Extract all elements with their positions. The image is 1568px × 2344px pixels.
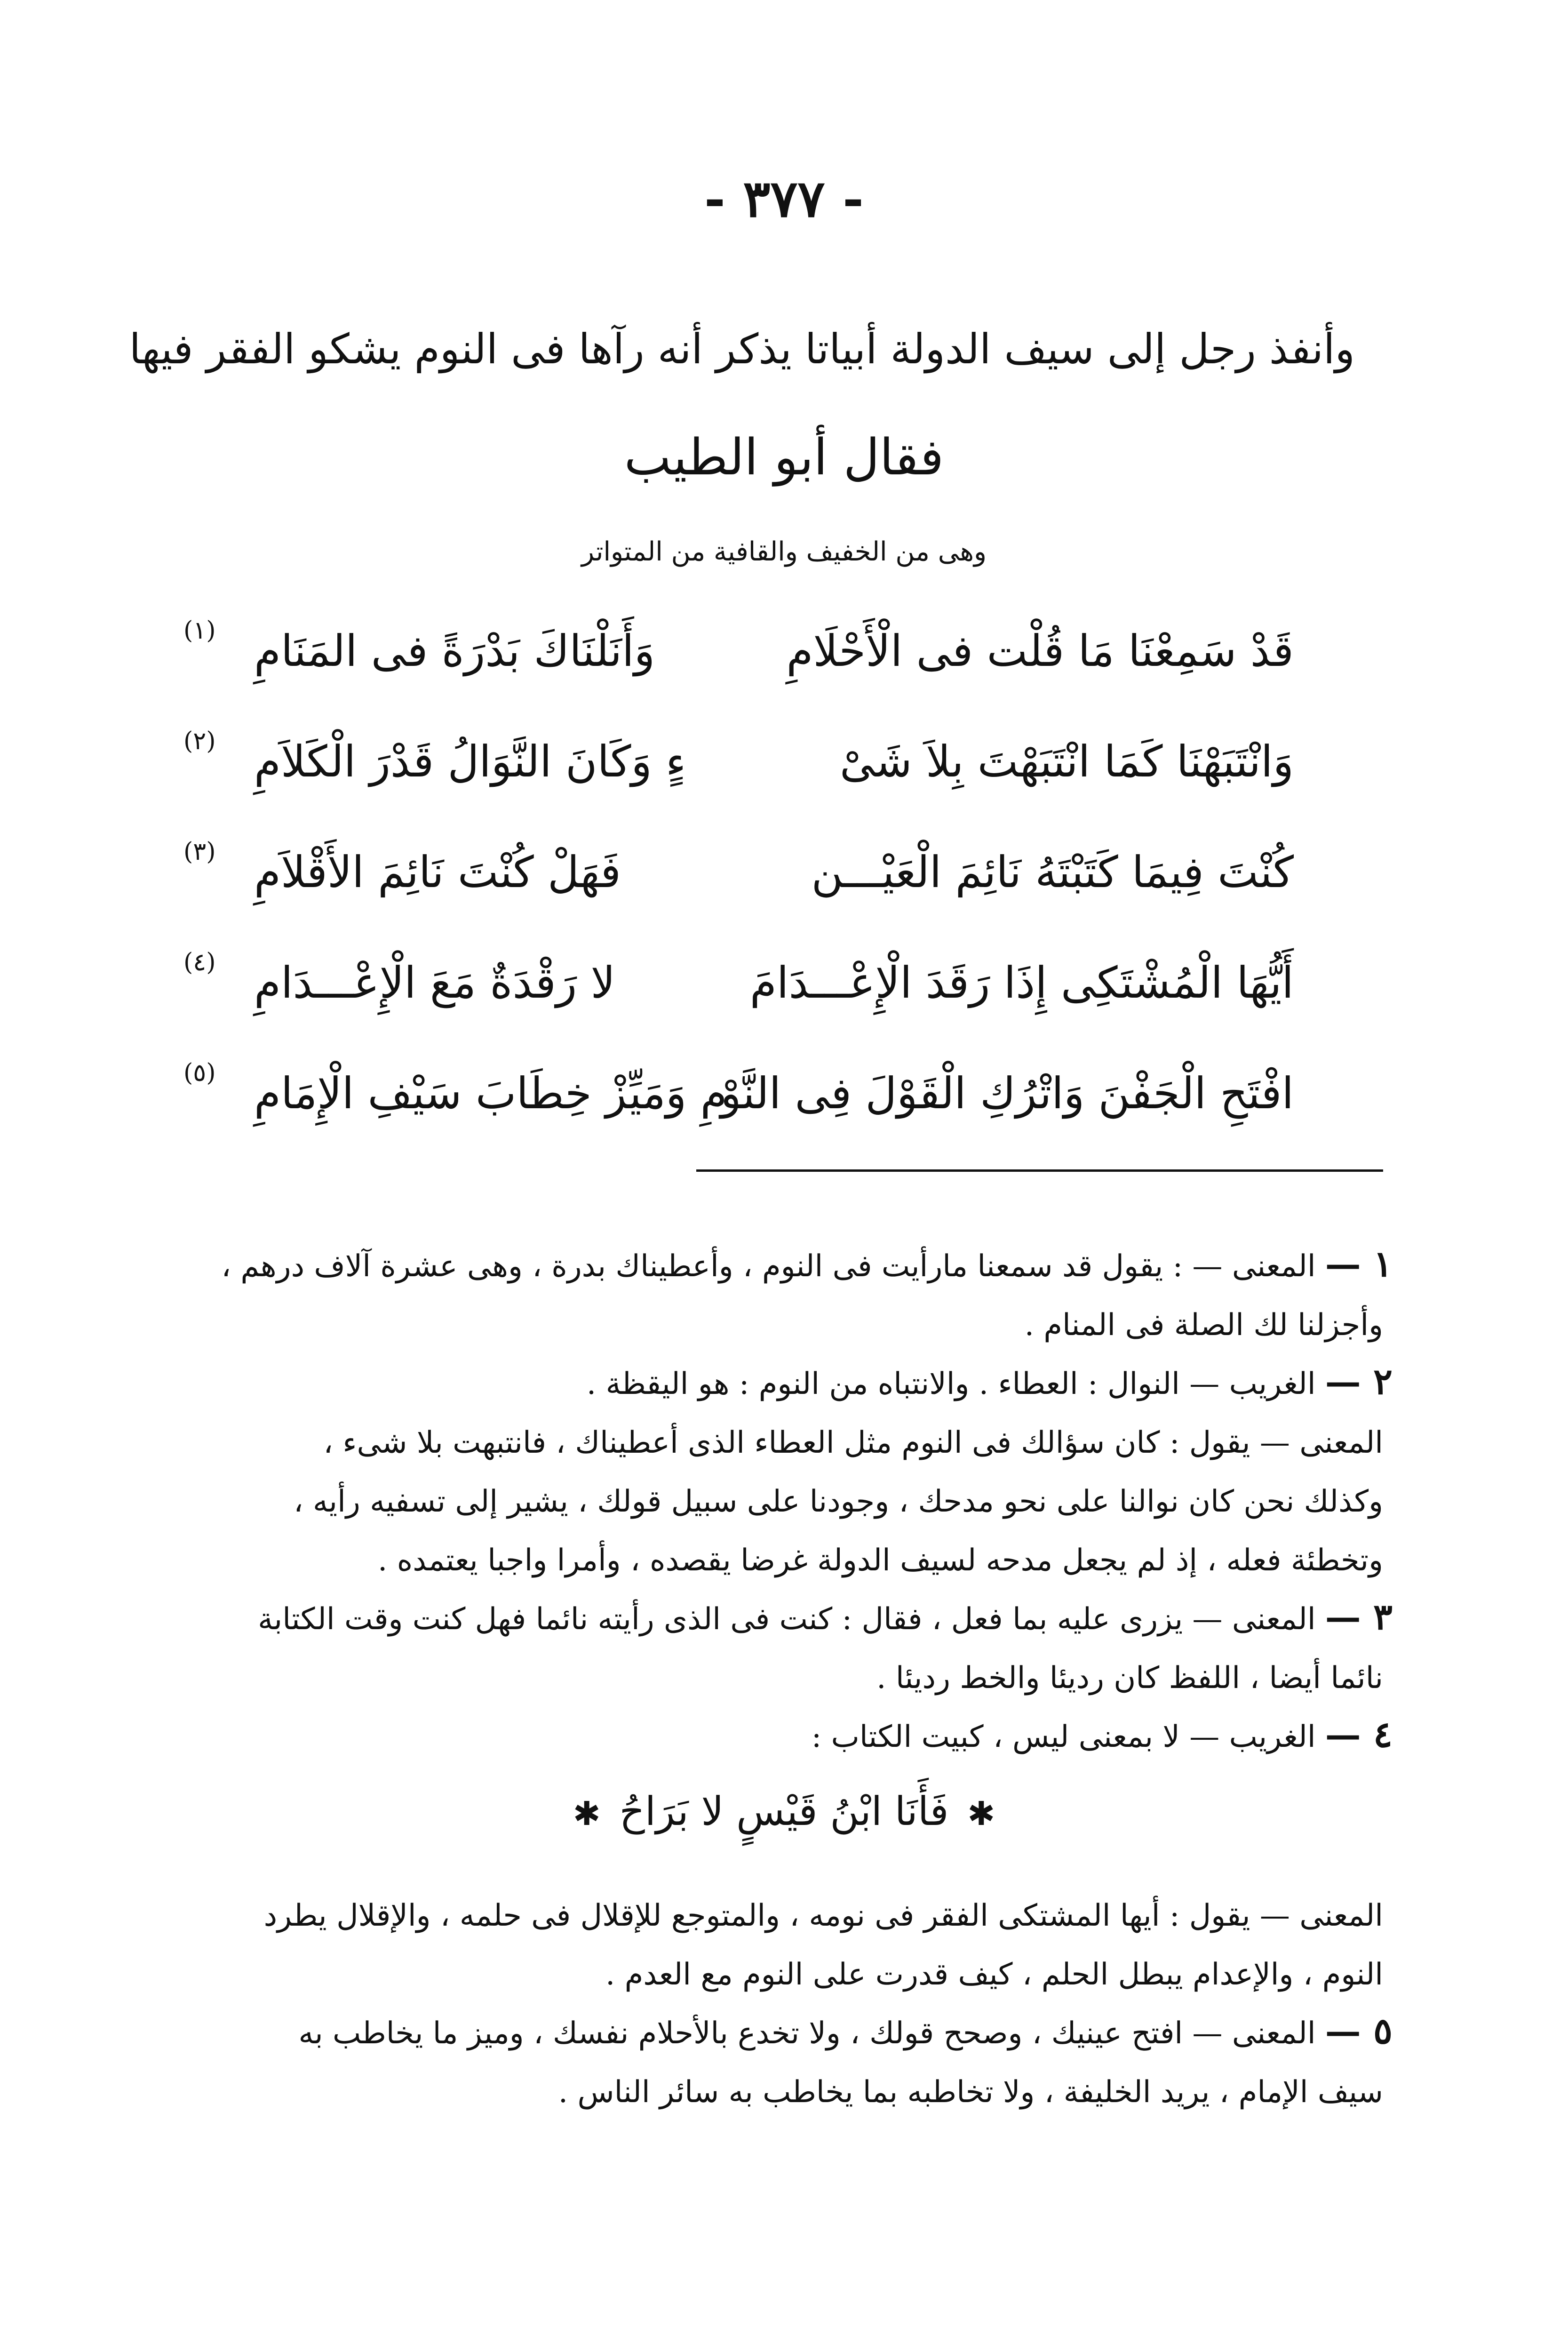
page-number: - ٣٧٧ -: [704, 169, 864, 229]
footnote-line: [188, 2009, 1393, 2052]
verse-second-hemistich: وَأَنَلْنَاكَ بَدْرَةً فى المَنَامِ: [254, 626, 655, 676]
footnote-text: المعنى — يزرى عليه بما فعل ، فقال : كنت فى الذى رأيته نائما فهل كنت وقت الكتابة: [258, 1602, 1316, 1637]
footnote-text: وأجزلنا لك الصلة فى المنام .: [1024, 1308, 1383, 1343]
asterisk-icon: ✱: [573, 1794, 601, 1833]
verse-second-hemistich: ءٍ وَكَانَ النَّوَالُ قَدْرَ الْكَلاَمِ: [254, 736, 686, 787]
footnote-line: [188, 1892, 1393, 1935]
verse-line: [183, 944, 1294, 1038]
verse-first-hemistich: وَانْتَبَهْنَا كَمَا انْتَبَهْتَ بِلاَ شَىْ: [839, 736, 1294, 787]
footnote-text: سيف الإمام ، يريد الخليفة ، ولا تخاطبه بما يخاطب به سائر الناس .: [558, 2075, 1383, 2110]
footnote-number: ٣ —: [1325, 1596, 1393, 1638]
footnote-line: [188, 1360, 1393, 1403]
verse-line: [183, 833, 1294, 927]
verse-second-hemistich: لا رَقْدَةٌ مَعَ الْإِعْـــدَامِ: [254, 958, 615, 1008]
verse-second-hemistich: مِ وَمَيِّزْ خِطَابَ سَيْفِ الْإِمَامِ: [254, 1068, 727, 1119]
asterisk-icon: ✱: [967, 1794, 995, 1833]
footnote-line: [188, 1419, 1393, 1462]
footnote-divider: [696, 1169, 1383, 1172]
footnote-text: وتخطئة فعله ، إذ لم يجعل مدحه لسيف الدولة غرضا يقصده ، وأمرا واجبا يعتمده .: [378, 1543, 1383, 1578]
meter-note: وهى من الخفيف والقافية من المتواتر: [581, 536, 987, 567]
footnote-text: النوم ، والإعدام يبطل الحلم ، كيف قدرت على النوم مع العدم .: [605, 1957, 1383, 1992]
footnote-line: [188, 1654, 1393, 1697]
verse-footnote-number: (٢): [183, 727, 216, 755]
footnote-line: [188, 1242, 1393, 1285]
verse-line: [183, 1054, 1294, 1148]
footnote-line: [188, 1951, 1393, 1993]
footnote-line: [188, 1301, 1393, 1344]
verse-first-hemistich: كُنْتَ فِيمَا كَتَبْتَهُ نَائِمَ الْعَيْـــن: [811, 847, 1294, 897]
verse-second-hemistich: فَهَلْ كُنْتَ نَائِمَ الأَقْلاَمِ: [254, 847, 621, 897]
quoted-verse-text: فَأَنَا ابْنُ قَيْسٍ لا بَرَاحُ: [619, 1788, 949, 1834]
poet-heading: فقال أبو الطيب: [624, 428, 944, 486]
footnote-text: وكذلك نحن كان نوالنا على نحو مدحك ، وجودنا على سبيل قولك ، يشير إلى تسفيه رأيه ،: [293, 1484, 1383, 1519]
verse-footnote-number: (٥): [183, 1059, 216, 1087]
footnote-text: المعنى — افتح عينيك ، وصحح قولك ، ولا تخدع بالأحلام نفسك ، وميز ما يخاطب به: [298, 2016, 1316, 2051]
footnote-text: نائما أيضا ، اللفظ كان رديئا والخط رديئا .: [876, 1661, 1383, 1696]
verse-first-hemistich: افْتَحِ الْجَفْنَ وَاتْرُكِ الْقَوْلَ فِى النَّوْ: [720, 1068, 1294, 1119]
footnote-text: الغريب — النوال : العطاء . والانتباه من النوم : هو اليقظة .: [586, 1367, 1316, 1401]
verse-footnote-number: (١): [183, 616, 216, 645]
verse-line: [183, 722, 1294, 816]
verse-first-hemistich: قَدْ سَمِعْنَا مَا قُلْت فى الْأَحْلَامِ: [786, 626, 1294, 676]
footnote-number: ١ —: [1325, 1243, 1393, 1285]
verse-line: [183, 612, 1294, 706]
footnote-number: ٥ —: [1325, 2010, 1393, 2052]
footnote-line: [188, 1595, 1393, 1638]
footnote-line: [188, 1536, 1393, 1579]
footnote-text: المعنى — : يقول قد سمعنا مارأيت فى النوم ، وأعطيناك بدرة ، وهى عشرة آلاف درهم ،: [221, 1249, 1316, 1284]
verse-footnote-number: (٤): [183, 948, 216, 976]
footnote-number: ٢ —: [1325, 1360, 1393, 1402]
verse-first-hemistich: أَيُّهَا الْمُشْتَكِى إِذَا رَقَدَ الْإِعْـــدَامَ: [749, 958, 1294, 1008]
quoted-verse: [0, 1788, 1568, 1834]
footnote-line: [188, 1713, 1393, 1756]
footnote-text: الغريب — لا بمعنى ليس ، كبيت الكتاب :: [811, 1720, 1316, 1754]
footnote-text: المعنى — يقول : كان سؤالك فى النوم مثل العطاء الذى أعطيناك ، فانتبهت بلا شىء ،: [323, 1425, 1383, 1460]
verse-footnote-number: (٣): [183, 838, 216, 866]
footnote-line: [188, 1478, 1393, 1520]
footnote-line: [188, 2068, 1393, 2111]
intro-line: وأنفذ رجل إلى سيف الدولة أبياتا يذكر أنه رآها فى النوم يشكو الفقر فيها: [129, 325, 1355, 373]
footnote-number: ٤ —: [1325, 1713, 1393, 1755]
footnote-text: المعنى — يقول : أيها المشتكى الفقر فى نومه ، والمتوجع للإقلال فى حلمه ، والإقلال يطرد: [263, 1898, 1383, 1933]
